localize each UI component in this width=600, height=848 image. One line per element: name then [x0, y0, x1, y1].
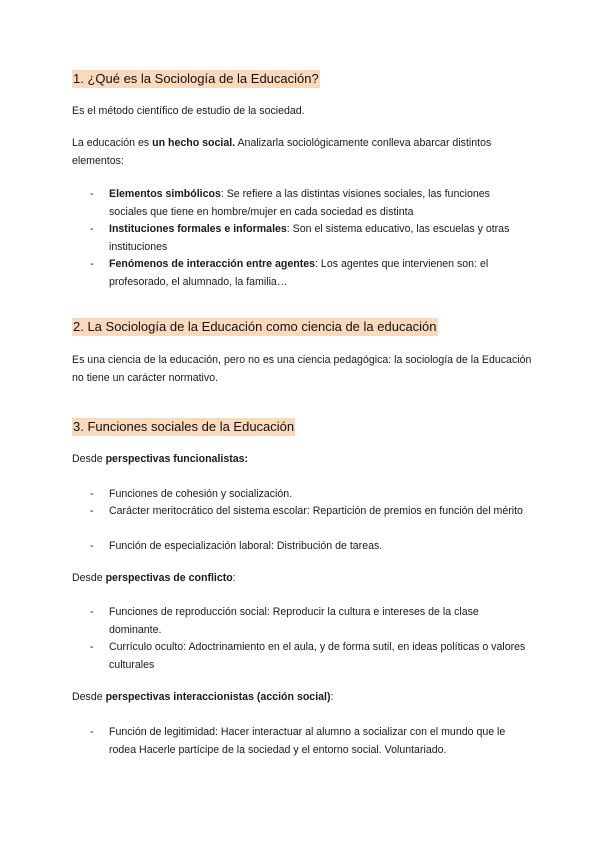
section-2-heading: 2. La Sociología de la Educación como ciencia de la educación	[73, 319, 437, 334]
section-2-paragraph: Es una ciencia de la educación, pero no es una ciencia pedagógica: la sociología de la Educación no tiene un carácter normativo.	[72, 354, 532, 384]
bullet-dash: -	[90, 258, 94, 270]
list-item: Función de especialización laboral: Distribución de tareas.	[109, 540, 383, 552]
bullet-dash: -	[90, 641, 94, 653]
list-item: Funciones de cohesión y socialización.	[109, 488, 293, 500]
list-item: Función de legitimidad: Hacer interactuar al alumno a socializar con el mundo que le rodea Hacerle partícipe de la sociedad y el entorno social. Voluntariado.	[109, 726, 506, 756]
list-item: Elementos simbólicos: Se refiere a las distintas visiones sociales, las funciones sociales que tiene en hombre/mujer en cada sociedad es distinta	[109, 188, 490, 218]
bullet-dash: -	[90, 488, 94, 500]
bullet-dash: -	[90, 540, 94, 552]
section-3-heading: 3. Funciones sociales de la Educación	[73, 419, 295, 434]
bullet-dash: -	[90, 505, 94, 517]
list-item: Funciones de reproducción social: Reproducir la cultura e intereses de la clase dominante.	[109, 606, 479, 636]
conflict-heading: Desde perspectivas de conflicto:	[72, 572, 236, 584]
bullet-dash: -	[90, 188, 94, 200]
functionalist-heading: Desde perspectivas funcionalistas:	[72, 453, 249, 465]
interactionist-heading: Desde perspectivas interaccionistas (acción social):	[72, 691, 334, 703]
list-item: Instituciones formales e informales: Son el sistema educativo, las escuelas y otras instituciones	[109, 223, 510, 253]
section-1-paragraph-2: La educación es un hecho social. Analizarla sociológicamente conlleva abarcar distintos elementos:	[72, 137, 492, 167]
bullet-dash: -	[90, 726, 94, 738]
section-1-heading: 1. ¿Qué es la Sociología de la Educación?	[73, 71, 319, 86]
list-item: Currículo oculto: Adoctrinamiento en el aula, y de forma sutil, en ideas políticas o valores culturales	[109, 641, 526, 671]
list-item: Fenómenos de interacción entre agentes: Los agentes que intervienen son: el profesorado, el alumnado, la familia…	[109, 258, 489, 288]
list-item: Carácter meritocrático del sistema escolar: Repartición de premios en función del mérito	[109, 505, 523, 517]
section-1-paragraph-1: Es el método científico de estudio de la sociedad.	[72, 105, 305, 117]
bullet-dash: -	[90, 606, 94, 618]
bullet-dash: -	[90, 223, 94, 235]
